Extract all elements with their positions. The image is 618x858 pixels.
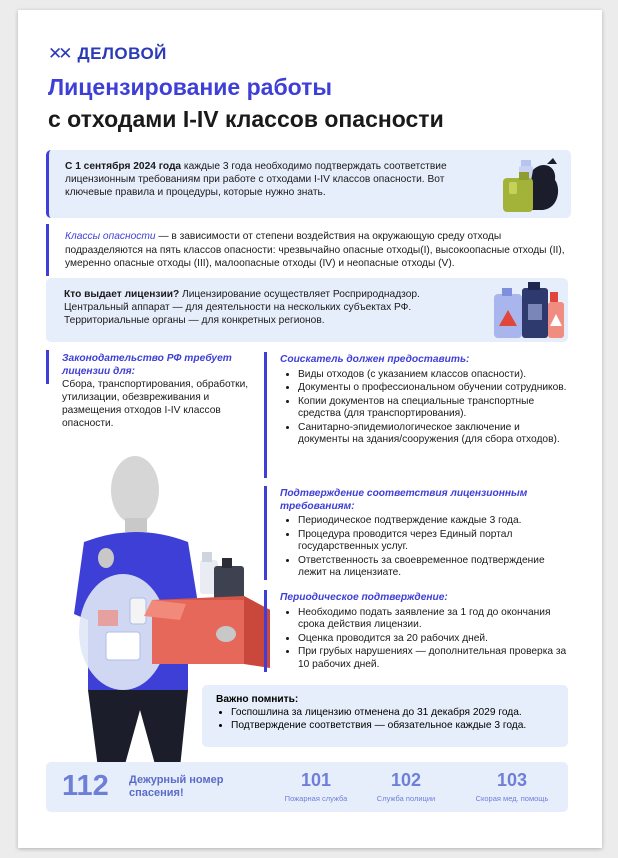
applicant-list: [264, 369, 574, 448]
emergency-number-ambulance: 103: [496, 770, 528, 790]
classes-text: [65, 230, 575, 271]
list-item: • При грубых нарушениях — дополнительная проверка за 10 рабочих дней.: [298, 646, 574, 671]
emergency-bar: [46, 762, 568, 812]
law-body: Сбора, транспортирования, обработки, утилизации, обезвреживания и размещения отходов I-IV классов опасности.: [62, 379, 249, 429]
emergency-main-number: 112: [62, 770, 109, 802]
issuer-body: Лицензирование осуществляет Росприроднадзор. Центральный аппарат — для деятельности на нескольких субъектах РФ. Территориальные органы — для конкретных регионов.: [64, 289, 420, 326]
logo-text: ДЕЛОВОЙ: [77, 44, 167, 63]
emergency-number-fire: 101: [300, 770, 332, 790]
remember-box: [202, 685, 568, 747]
logo: [48, 44, 167, 64]
emergency-number-police: 102: [390, 770, 422, 790]
list-item: • Оценка проводится за 20 рабочих дней.: [298, 633, 574, 646]
emergency-main-label: Дежурный номер спасения!: [129, 774, 224, 799]
list-item: • Санитарно-эпидемиологическое заключение и документы на здания/сооружения (для сбора отходов).: [298, 422, 574, 447]
logo-mark-icon: ✕✕: [48, 44, 69, 64]
compliance-heading: Подтверждение соответствия лицензионным требованиям:: [280, 488, 528, 512]
compliance-section: [264, 488, 574, 581]
list-item: • Процедура проводится через Единый портал государственных услуг.: [298, 529, 574, 554]
chemical-bottles-icon: [492, 282, 566, 340]
waste-bags-icon: [497, 156, 563, 214]
list-item: • Подтверждение соответствия — обязательное каждые 3 года.: [231, 719, 581, 732]
intro-date: С 1 сентября 2024 года: [65, 161, 182, 172]
list-item: • Необходимо подать заявление за 1 год до окончания срока действия лицензии.: [298, 607, 574, 632]
intro-text: [65, 160, 485, 199]
issuer-question: Кто выдает лицензии?: [64, 289, 180, 300]
periodic-heading: Периодическое подтверждение:: [280, 592, 448, 603]
page: [18, 10, 602, 848]
periodic-section: [264, 592, 574, 672]
periodic-list: [264, 607, 574, 672]
issuer-box: [46, 278, 568, 342]
law-heading: Законодательство РФ требует лицензии для:: [62, 353, 232, 377]
compliance-list: [264, 515, 574, 580]
list-item: • Госпошлина за лицензию отменена до 31 декабря 2029 года.: [231, 706, 581, 719]
emergency-label-ambulance: Скорая мед. помощь: [475, 794, 549, 803]
classes-term: Классы опасности: [65, 231, 156, 242]
issuer-text: [64, 288, 464, 327]
classes-body: — в зависимости от степени воздействия на окружающую среду отходы подразделяются на пять классов опасности: чрезвычайно опасные отходы(I), высокоопасные отходы (II), умеренно опасные отходы (III), малоопасные отходы (IV) и неопасные отходы (V).: [65, 231, 565, 269]
applicant-heading: Соискатель должен предоставить:: [280, 354, 470, 365]
classes-section: [46, 224, 579, 276]
emergency-label-fire: Пожарная служба: [284, 794, 348, 803]
remember-list: [216, 706, 581, 732]
list-item: • Ответственность за своевременное подтверждение лежит на лицензиате.: [298, 555, 574, 580]
intro-box: [46, 150, 571, 218]
applicant-section: [264, 354, 574, 448]
list-item: • Виды отходов (с указанием классов опасности).: [298, 369, 574, 382]
page-title-line2: с отходами I-IV классов опасности: [48, 106, 444, 132]
list-item: • Периодическое подтверждение каждые 3 года.: [298, 515, 574, 528]
list-item: • Документы о профессиональном обучении сотрудников.: [298, 382, 574, 395]
intro-body: каждые 3 года необходимо подтверждать соответствие лицензионным требованиям при работе с отходами I-IV классов опасности. Вот ключевые правила и процедуры, которые нужно знать.: [65, 161, 447, 198]
law-section: [46, 352, 262, 430]
page-title-line1: Лицензирование работы: [48, 74, 333, 100]
remember-heading: Важно помнить:: [216, 694, 299, 705]
emergency-label-police: Служба полиции: [376, 794, 436, 803]
list-item: • Копии документов на специальные транспортные средства (для транспортирования).: [298, 396, 574, 421]
